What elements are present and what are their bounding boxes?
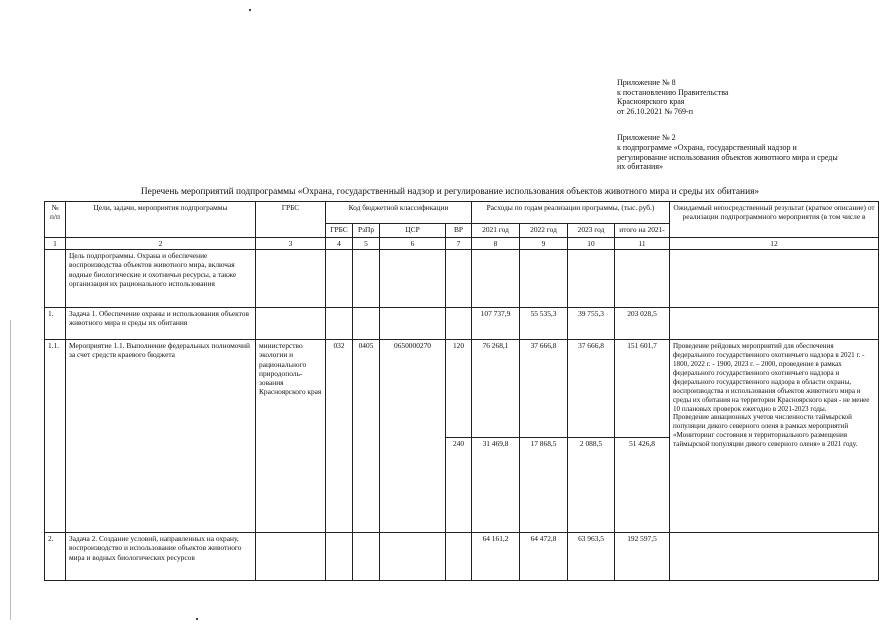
head-grbs: ГРБС bbox=[256, 202, 326, 238]
event1-grbs-code: 032 bbox=[326, 340, 353, 533]
task1-2021: 107 737,9 bbox=[472, 308, 520, 340]
task2-2023: 63 963,5 bbox=[568, 533, 615, 581]
event1-vr-120: 120 bbox=[446, 340, 472, 438]
head-total: итого на 2021- bbox=[615, 224, 670, 238]
task2-2021: 64 161,2 bbox=[472, 533, 520, 581]
task2-row bbox=[45, 533, 879, 581]
head-goals: Цели, задачи, мероприятия подпрограммы bbox=[66, 202, 256, 238]
goal-row bbox=[45, 250, 879, 308]
event1-120-2021: 76 268,1 bbox=[472, 340, 520, 438]
colnum: 2 bbox=[66, 238, 256, 250]
colnum: 8 bbox=[472, 238, 520, 250]
colnum: 3 bbox=[256, 238, 326, 250]
head-exp-group: Расходы по годам реализации программы, (тыс. руб.) bbox=[472, 202, 670, 224]
task2-text: Задача 2. Создание условий, направленных на охрану, воспроизводство и использование объектов животного мира и водных биологических ресурсов bbox=[66, 533, 256, 581]
colnum: 1 bbox=[45, 238, 66, 250]
head-csr: ЦСР bbox=[380, 224, 446, 238]
event1-result bbox=[670, 340, 879, 533]
task1-2022: 55 535,3 bbox=[520, 308, 568, 340]
event1-120-total: 151 601,7 bbox=[615, 340, 670, 438]
task2-num: 2. bbox=[45, 533, 66, 581]
colnum: 9 bbox=[520, 238, 568, 250]
event1-result-text-1: Проведение рейдовых мероприятий для обеспечения федерального государственного охотничьего надзора в 2021 г. - 1800, 2022 г. - 1900, 2023 г. – 2000, проведение в рамках федерального государственного охотничьего надзора и федерального государственного надзора в области охраны, воспроизводства и использования объектов животного мира и среды их обитания на территории Красноярского края - не менее 10 плановых проверок ежегодно в 2021-2023 годы. bbox=[673, 342, 870, 413]
head-vr: ВР bbox=[446, 224, 472, 238]
task2-total: 192 597,5 bbox=[615, 533, 670, 581]
colnum: 7 bbox=[446, 238, 472, 250]
header-line: Приложение № 2 bbox=[617, 133, 676, 143]
colnum: 5 bbox=[353, 238, 380, 250]
event1-120-2023: 37 666,8 bbox=[568, 340, 615, 438]
head-grbs2: ГРБС bbox=[326, 224, 353, 238]
head-2023: 2023 год bbox=[568, 224, 615, 238]
event1-rzpr: 0405 bbox=[353, 340, 380, 533]
head-num: № п/п bbox=[45, 202, 66, 238]
head-code-group: Код бюджетной классификации bbox=[326, 202, 472, 224]
header-line: к подпрограмме «Охрана, государственный надзор и bbox=[617, 142, 797, 152]
task1-text: Задача 1. Обеспечение охраны и использования объектов животного мира и среды их обитания bbox=[66, 308, 256, 340]
header-line: Красноярского края bbox=[617, 97, 685, 107]
header-line: Приложение № 8 bbox=[617, 78, 676, 87]
event1-row bbox=[45, 340, 879, 438]
head-rzpr: РзПр bbox=[353, 224, 380, 238]
task1-2023: 39 755,3 bbox=[568, 308, 615, 340]
document-title: Перечень мероприятий подпрограммы «Охрана, государственный надзор и регулирование использования объектов животного мира и среды их обитания» bbox=[140, 187, 760, 197]
colnum: 11 bbox=[615, 238, 670, 250]
goal-text: Цель подпрограммы. Охрана и обеспечение воспроизводства объектов животного мира, включая водные биологические и охотничьи ресурсы, а также организация их рационального использования bbox=[66, 250, 256, 308]
head-2021: 2021 год bbox=[472, 224, 520, 238]
colnum: 10 bbox=[568, 238, 615, 250]
events-table bbox=[44, 201, 879, 581]
event1-grbs: министерство экологии и рационального природополь- зования Красноярского края bbox=[256, 340, 326, 533]
colnum: 12 bbox=[670, 238, 879, 250]
colnum: 4 bbox=[326, 238, 353, 250]
header-line: их обитания» bbox=[617, 162, 664, 172]
event1-csr: 0650000270 bbox=[380, 340, 446, 533]
head-result: Ожидаемый непосредственный результат (краткое описание) от реализации подпрограммного мероприятия (в том числе в bbox=[670, 202, 879, 238]
event1-vr-240: 240 bbox=[446, 438, 472, 533]
head-2022: 2022 год bbox=[520, 224, 568, 238]
header-line: регулирование использования объектов животного мира и среды bbox=[617, 152, 838, 162]
event1-240-total: 51 426,8 bbox=[615, 438, 670, 533]
task1-row bbox=[45, 308, 879, 340]
event1-text: Мероприятие 1.1. Выполнение федеральных полномочий за счет средств краевого бюджета bbox=[66, 340, 256, 533]
colnum: 6 bbox=[380, 238, 446, 250]
scan-margin-line bbox=[10, 320, 11, 620]
scan-speck bbox=[249, 9, 251, 11]
event1-240-2021: 31 469,8 bbox=[472, 438, 520, 533]
event1-120-2022: 37 666,8 bbox=[520, 340, 568, 438]
task1-num: 1. bbox=[45, 308, 66, 340]
event1-num: 1.1. bbox=[45, 340, 66, 533]
task2-2022: 64 472,8 bbox=[520, 533, 568, 581]
event1-240-2022: 17 868,5 bbox=[520, 438, 568, 533]
event1-240-2023: 2 088,5 bbox=[568, 438, 615, 533]
event1-result-text-2: Проведение авиационных учетов численности таймырской популяции дикого северного оленя в рамках мероприятий «Мониторинг состояния и территориального размещения таймырской популяции дикого северного оленя» в 2021 году. bbox=[673, 413, 858, 449]
document-header bbox=[617, 78, 877, 172]
header-line: от 26.10.2021 № 769-п bbox=[617, 106, 693, 116]
header-line: к постановлению Правительства bbox=[617, 87, 729, 97]
task1-total: 203 028,5 bbox=[615, 308, 670, 340]
scan-speck bbox=[196, 618, 198, 620]
